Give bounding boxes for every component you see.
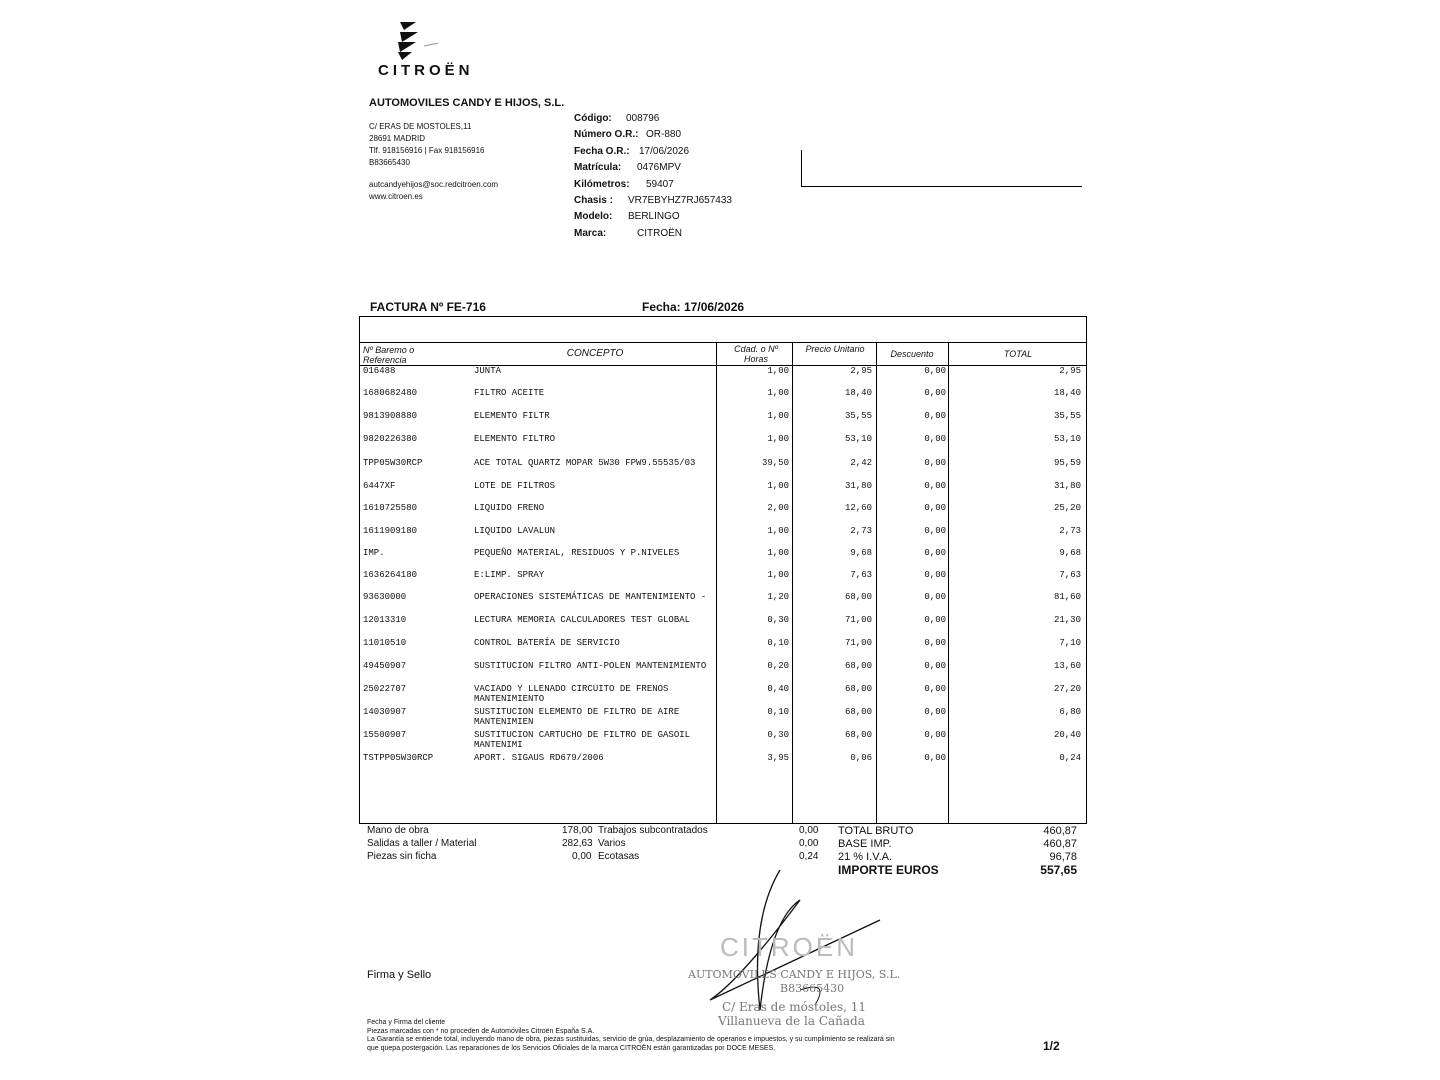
item-quantity: 1,20: [767, 592, 789, 602]
item-total: 7,63: [1059, 570, 1081, 580]
piezas-label: Piezas sin ficha: [367, 851, 437, 862]
item-unit-price: 31,80: [844, 481, 872, 491]
item-total: 9,68: [1059, 548, 1081, 558]
vehicle-row: [574, 177, 732, 193]
table-row: [360, 684, 1086, 704]
item-concept: VACIADO Y LLENADO CIRCUITO DE FRENOS MANTENIMIENTO: [474, 684, 669, 704]
footer-line: que quepa postergación. Las reparaciones de los Servicios Oficiales de la marca CITROËN están garantizadas por DOCE MESES.: [367, 1044, 776, 1052]
stamp-cif: B83665430: [780, 982, 845, 995]
address-line: B83665430: [369, 158, 410, 167]
item-reference: 11010510: [363, 638, 407, 648]
header-descuento: Descuento: [890, 349, 934, 359]
vehicle-label: Número O.R.:: [574, 129, 639, 141]
table-row: [360, 730, 1086, 750]
table-row: [360, 753, 1086, 773]
item-discount: 0,00: [924, 730, 946, 740]
mano-obra-value: 178,00: [562, 825, 593, 836]
address-line: 28691 MADRID: [369, 134, 426, 143]
vehicle-row: [574, 144, 732, 160]
item-reference: 6447XF: [363, 481, 396, 491]
brand-name: CITROËN: [378, 62, 474, 79]
item-discount: 0,00: [924, 366, 946, 376]
table-row: [360, 481, 1086, 501]
item-concept: ACE TOTAL QUARTZ MOPAR 5W30 FPW9.55535/03: [474, 458, 696, 468]
vehicle-label: Fecha O.R.:: [574, 145, 630, 157]
item-total: 6,80: [1059, 707, 1081, 717]
item-total: 2,73: [1059, 526, 1081, 536]
table-row: [360, 434, 1086, 454]
item-discount: 0,00: [924, 638, 946, 648]
item-total: 95,59: [1053, 458, 1081, 468]
footer-notes: [367, 1019, 967, 1053]
address-line: C/ ERAS DE MOSTOLES,11: [369, 122, 472, 131]
item-unit-price: 12,60: [844, 503, 872, 513]
item-quantity: 1,00: [767, 548, 789, 558]
vehicle-label: Código:: [574, 113, 612, 124]
item-quantity: 2,00: [767, 503, 789, 513]
item-total: 31,80: [1053, 481, 1081, 491]
base-imp-value: 460,87: [1043, 838, 1077, 850]
table-row: [360, 638, 1086, 658]
table-row: [360, 548, 1086, 568]
item-concept: PEQUEÑO MATERIAL, RESIDUOS Y P.NIVELES: [474, 548, 680, 558]
table-row: [360, 661, 1086, 681]
citroen-chevron-icon: [378, 20, 438, 64]
item-total: 27,20: [1053, 684, 1081, 694]
stamp-company: AUTOMOVILES CANDY E HIJOS, S.L.: [688, 968, 901, 981]
item-unit-price: 35,55: [844, 411, 872, 421]
vehicle-label: Kilómetros:: [574, 178, 630, 190]
item-concept: E:LIMP. SPRAY: [474, 570, 545, 580]
item-reference: 15500907: [363, 730, 407, 740]
table-row: [360, 592, 1086, 612]
item-concept: JUNTA: [474, 366, 502, 376]
items-table: [359, 316, 1087, 824]
vehicle-row: [574, 193, 732, 209]
ecotasas-label: Ecotasas: [598, 851, 640, 862]
item-unit-price: 68,00: [844, 730, 872, 740]
vehicle-value: 008796: [626, 113, 660, 124]
item-quantity: 0,20: [767, 661, 789, 671]
item-unit-price: 0,06: [850, 753, 872, 763]
signature-label: Firma y Sello: [367, 969, 432, 981]
item-total: 7,10: [1059, 638, 1081, 648]
item-reference: 016488: [363, 366, 396, 376]
item-quantity: 0,30: [767, 615, 789, 625]
item-concept: SUSTITUCION FILTRO ANTI-POLEN MANTENIMIENTO: [474, 661, 707, 671]
item-unit-price: 68,00: [844, 684, 872, 694]
item-unit-price: 68,00: [844, 707, 872, 717]
salidas-value: 282,63: [562, 838, 593, 849]
item-reference: IMP.: [363, 548, 385, 558]
table-row: [360, 526, 1086, 546]
company-contact: [369, 179, 498, 203]
item-unit-price: 9,68: [850, 548, 872, 558]
item-concept: APORT. SIGAUS RD679/2006: [474, 753, 604, 763]
address-line: Tlf. 918156916 | Fax 918156916: [369, 146, 485, 155]
item-concept: LOTE DE FILTROS: [474, 481, 556, 491]
footer-line: La Garantía se entiende total, incluyendo mano de obra, piezas sustituidas, servicio de grúa, desplazamiento de operarios e impuestos, y su cumplimiento se realizará sin: [367, 1036, 895, 1043]
brand-logo: [378, 20, 518, 85]
item-discount: 0,00: [924, 526, 946, 536]
page-number: 1/2: [1043, 1039, 1060, 1053]
vehicle-value: OR-880: [646, 129, 682, 141]
piezas-value: 0,00: [572, 851, 592, 862]
item-unit-price: 53,10: [844, 434, 872, 444]
item-concept: SUSTITUCION CARTUCHO DE FILTRO DE GASOIL MANTENIMI: [474, 730, 691, 750]
item-reference: 93630000: [363, 592, 407, 602]
company-email: autcandyehijos@soc.redcitroen.com: [369, 180, 499, 189]
vehicle-label: Modelo:: [574, 211, 613, 223]
table-separator: [360, 342, 1086, 343]
item-total: 81,60: [1053, 592, 1081, 602]
base-imp-label: BASE IMP.: [838, 838, 892, 850]
item-quantity: 0,10: [767, 638, 789, 648]
invoice-number: FACTURA Nº FE-716: [370, 300, 486, 314]
item-quantity: 1,00: [767, 570, 789, 580]
vehicle-value: BERLINGO: [628, 211, 680, 223]
item-discount: 0,00: [924, 388, 946, 398]
item-discount: 0,00: [924, 434, 946, 444]
item-unit-price: 7,63: [850, 570, 872, 580]
item-discount: 0,00: [924, 548, 946, 558]
stamp-city: Villanueva de la Cañada: [718, 1014, 865, 1028]
item-quantity: 0,40: [767, 684, 789, 694]
item-unit-price: 2,73: [850, 526, 872, 536]
item-total: 2,95: [1059, 366, 1081, 376]
vehicle-row: [574, 226, 732, 242]
header-precio: Precio Unitario: [805, 344, 865, 354]
item-reference: 1610725580: [363, 503, 418, 513]
item-unit-price: 71,00: [844, 615, 872, 625]
vehicle-label: Matrícula:: [574, 162, 622, 174]
table-row: [360, 411, 1086, 431]
item-concept: ELEMENTO FILTRO: [474, 434, 556, 444]
item-discount: 0,00: [924, 592, 946, 602]
header-ref: Nº Baremo o Referencia: [363, 345, 415, 365]
item-unit-price: 2,95: [850, 366, 872, 376]
item-concept: SUSTITUCION ELEMENTO DE FILTRO DE AIRE MANTENIMIEN: [474, 707, 680, 727]
item-concept: LIQUIDO LAVALUN: [474, 526, 556, 536]
stamp-address: C/ Eras de móstoles, 11: [722, 1000, 867, 1014]
item-reference: TPP05W30RCP: [363, 458, 423, 468]
header-total: TOTAL: [1003, 349, 1033, 359]
item-discount: 0,00: [924, 503, 946, 513]
item-total: 25,20: [1053, 503, 1081, 513]
item-quantity: 1,00: [767, 434, 789, 444]
importe-label: IMPORTE EUROS: [838, 863, 939, 877]
item-total: 13,60: [1053, 661, 1081, 671]
vehicle-label: Chasis :: [574, 195, 613, 207]
item-discount: 0,00: [924, 570, 946, 580]
table-row: [360, 366, 1086, 386]
item-unit-price: 68,00: [844, 592, 872, 602]
stamp-brand: CITROËN: [720, 932, 858, 962]
item-reference: 9813908880: [363, 411, 418, 421]
item-reference: 9820226380: [363, 434, 418, 444]
item-total: 0,24: [1059, 753, 1081, 763]
subcontratados-value: 0,00: [799, 825, 819, 836]
mano-obra-label: Mano de obra: [367, 825, 429, 836]
header-qty: Cdad. o Nº Horas: [734, 344, 778, 364]
company-address: [369, 121, 485, 169]
item-reference: 14030907: [363, 707, 407, 717]
item-unit-price: 71,00: [844, 638, 872, 648]
item-quantity: 1,00: [767, 481, 789, 491]
vehicle-row: [574, 111, 732, 127]
company-name: AUTOMOVILES CANDY E HIJOS, S.L.: [369, 97, 565, 109]
table-row: [360, 458, 1086, 478]
item-concept: LECTURA MEMORIA CALCULADORES TEST GLOBAL: [474, 615, 691, 625]
item-concept: LIQUIDO FRENO: [474, 503, 545, 513]
item-discount: 0,00: [924, 615, 946, 625]
item-concept: OPERACIONES SISTEMÁTICAS DE MANTENIMIENTO -: [474, 592, 707, 602]
table-row: [360, 707, 1086, 727]
item-quantity: 1,00: [767, 388, 789, 398]
vehicle-value: 59407: [646, 178, 674, 190]
footer-line: Piezas marcadas con * no proceden de Automóviles Citroën España S.A.: [367, 1027, 595, 1035]
vehicle-value: 17/06/2026: [639, 145, 690, 157]
item-unit-price: 2,42: [850, 458, 872, 468]
item-quantity: 1,00: [767, 526, 789, 536]
item-discount: 0,00: [924, 684, 946, 694]
item-unit-price: 18,40: [844, 388, 872, 398]
vehicle-row: [574, 209, 732, 225]
item-discount: 0,00: [924, 661, 946, 671]
item-total: 35,55: [1053, 411, 1081, 421]
item-reference: 49450907: [363, 661, 407, 671]
item-discount: 0,00: [924, 753, 946, 763]
iva-value: 96,78: [1049, 851, 1077, 863]
ecotasas-value: 0,24: [799, 851, 819, 862]
client-address-box: [801, 150, 1082, 187]
item-total: 53,10: [1053, 434, 1081, 444]
item-reference: 25022707: [363, 684, 407, 694]
item-concept: CONTROL BATERÍA DE SERVICIO: [474, 638, 620, 648]
total-bruto-value: 460,87: [1043, 825, 1077, 837]
importe-value: 557,65: [1040, 863, 1077, 877]
item-discount: 0,00: [924, 707, 946, 717]
table-row: [360, 388, 1086, 408]
item-quantity: 1,00: [767, 411, 789, 421]
varios-value: 0,00: [799, 838, 819, 849]
vehicle-row: [574, 160, 732, 176]
total-bruto-label: TOTAL BRUTO: [838, 825, 914, 837]
footer-line: Fecha y Firma del cliente: [367, 1019, 446, 1026]
invoice-date: Fecha: 17/06/2026: [642, 300, 745, 314]
item-total: 18,40: [1053, 388, 1081, 398]
header-concepto: CONCEPTO: [566, 348, 624, 359]
vehicle-info: [574, 111, 732, 242]
item-discount: 0,00: [924, 458, 946, 468]
table-row: [360, 503, 1086, 523]
varios-label: Varios: [598, 838, 626, 849]
subcontratados-label: Trabajos subcontratados: [598, 825, 708, 836]
item-concept: FILTRO ACEITE: [474, 388, 545, 398]
vehicle-label: Marca:: [574, 227, 607, 239]
item-concept: ELEMENTO FILTR: [474, 411, 550, 421]
company-website: www.citroen.es: [369, 192, 423, 201]
vehicle-value: 0476MPV: [637, 162, 681, 174]
item-reference: 12013310: [363, 615, 407, 625]
vehicle-value: CITROËN: [637, 227, 682, 239]
item-total: 20,40: [1053, 730, 1081, 740]
table-row: [360, 570, 1086, 590]
table-row: [360, 615, 1086, 635]
item-quantity: 39,50: [761, 458, 789, 468]
company-stamp: [680, 860, 940, 1030]
item-reference: 1636264180: [363, 570, 418, 580]
item-unit-price: 68,00: [844, 661, 872, 671]
vehicle-value: VR7EBYHZ7RJ657433: [628, 195, 732, 207]
item-total: 21,30: [1053, 615, 1081, 625]
vehicle-row: [574, 127, 732, 143]
item-reference: 1611909180: [363, 526, 418, 536]
item-reference: TSTPP05W30RCP: [363, 753, 434, 763]
iva-label: 21 % I.V.A.: [838, 851, 893, 863]
salidas-label: Salidas a taller / Material: [367, 838, 477, 849]
item-discount: 0,00: [924, 481, 946, 491]
item-quantity: 0,10: [767, 707, 789, 717]
item-quantity: 0,30: [767, 730, 789, 740]
item-quantity: 3,95: [767, 753, 789, 763]
item-quantity: 1,00: [767, 366, 789, 376]
item-discount: 0,00: [924, 411, 946, 421]
item-reference: 1680682480: [363, 388, 418, 398]
